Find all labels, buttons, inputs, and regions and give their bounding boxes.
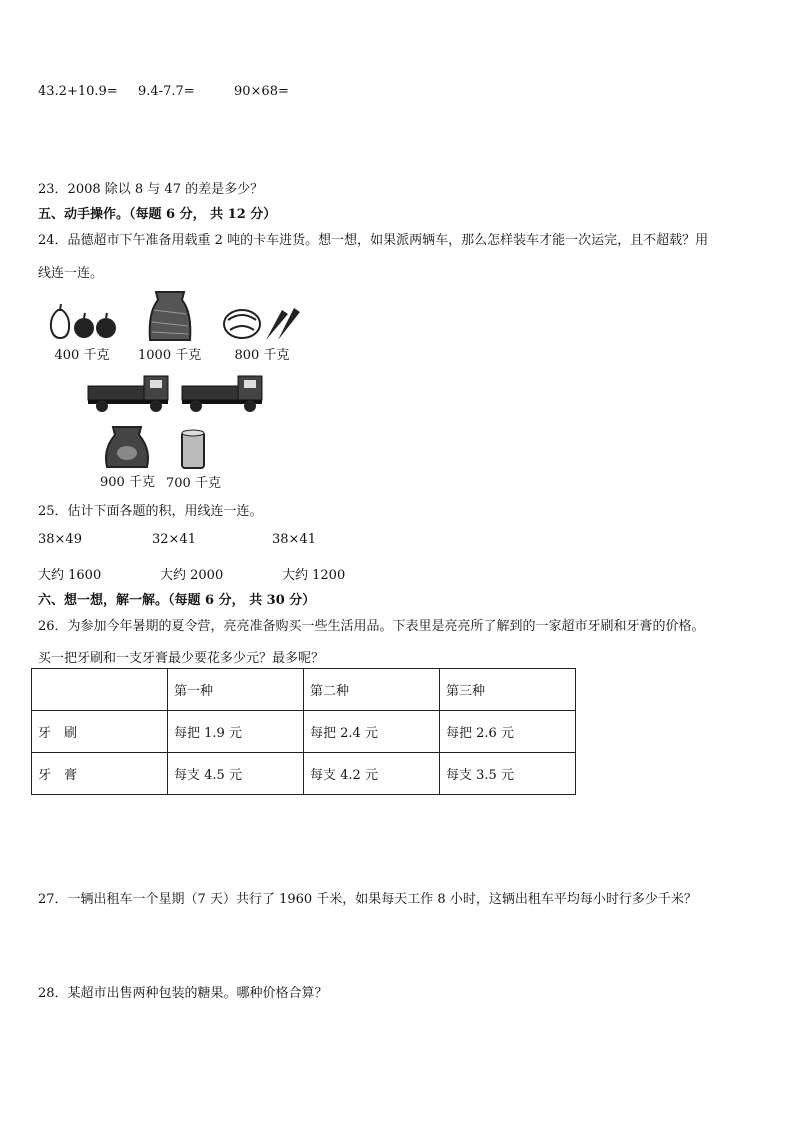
bag-item — [100, 425, 155, 490]
truck-1 — [86, 372, 174, 418]
table-cell: 每把 1.9 元 — [168, 711, 304, 753]
sack-item — [138, 290, 201, 363]
approx-2: 大约 2000 — [160, 568, 224, 583]
estimate-3: 38×41 — [272, 532, 316, 547]
question-23: 23．2008 除以 8 与 47 的差是多少？ — [38, 182, 264, 197]
fruit-weight: 400 千克 — [54, 348, 110, 363]
question-28: 28．某超市出售两种包装的糖果。哪种价格合算？ — [38, 986, 328, 1001]
section-5-heading: 五、动手操作。（每题 6 分， 共 12 分） — [38, 207, 277, 222]
question-24-line-2: 线连一连。 — [38, 266, 104, 281]
table-header-cell: 第一种 — [168, 669, 304, 711]
sack-weight: 1000 千克 — [138, 348, 202, 363]
table-header-cell: 第三种 — [440, 669, 576, 711]
estimate-2: 32×41 — [152, 532, 196, 547]
truck-icon — [86, 372, 174, 414]
calc-expression-1: 43.2+10.9= — [38, 84, 118, 99]
table-cell: 牙 刷 — [32, 711, 168, 753]
calc-expression-3: 90×68= — [234, 84, 289, 99]
estimate-1: 38×49 — [38, 532, 82, 547]
table-row — [32, 753, 576, 795]
price-table — [31, 668, 576, 795]
bag-icon — [101, 425, 153, 469]
table-cell: 每把 2.6 元 — [440, 711, 576, 753]
vegetables-item — [222, 300, 302, 363]
table-cell: 每支 4.2 元 — [304, 753, 440, 795]
table-cell: 每支 3.5 元 — [440, 753, 576, 795]
question-24-line-1: 24．品德超市下午准备用载重 2 吨的卡车进货。想一想，如果派两辆车，那么怎样装车才能一次运完，且不超载？用 — [38, 233, 709, 248]
truck-2 — [180, 372, 268, 418]
table-header-row — [32, 669, 576, 711]
question-25: 25．估计下面各题的积，用线连一连。 — [38, 504, 263, 519]
question-26-line-2: 买一把牙刷和一支牙膏最少要花多少元？最多呢？ — [38, 651, 325, 666]
bag-weight: 900 千克 — [100, 475, 155, 490]
calc-expression-2: 9.4-7.7= — [138, 84, 195, 99]
approx-1: 大约 1600 — [38, 568, 102, 583]
can-item — [166, 428, 221, 491]
sack-icon — [140, 290, 200, 342]
table-row — [32, 711, 576, 753]
truck-icon — [180, 372, 268, 414]
vegetables-icon — [222, 300, 302, 342]
can-weight: 700 千克 — [166, 476, 221, 491]
table-cell: 牙 膏 — [32, 753, 168, 795]
table-cell: 每支 4.5 元 — [168, 753, 304, 795]
table-header-cell — [32, 669, 168, 711]
fruit-item — [44, 300, 120, 363]
question-26-line-1: 26．为参加今年暑期的夏令营，亮亮准备购买一些生活用品。下表里是亮亮所了解到的一家超市牙刷和牙膏的价格。 — [38, 619, 705, 634]
can-icon — [178, 428, 208, 470]
approx-3: 大约 1200 — [282, 568, 346, 583]
table-cell: 每把 2.4 元 — [304, 711, 440, 753]
fruit-icon — [44, 300, 120, 342]
question-27: 27．一辆出租车一个星期（7 天）共行了 1960 千米，如果每天工作 8 小时，这辆出租车平均每小时行多少千米？ — [38, 892, 697, 907]
vegetables-weight: 800 千克 — [234, 348, 290, 363]
section-6-heading: 六、想一想，解一解。（每题 6 分， 共 30 分） — [38, 593, 316, 608]
table-header-cell: 第二种 — [304, 669, 440, 711]
